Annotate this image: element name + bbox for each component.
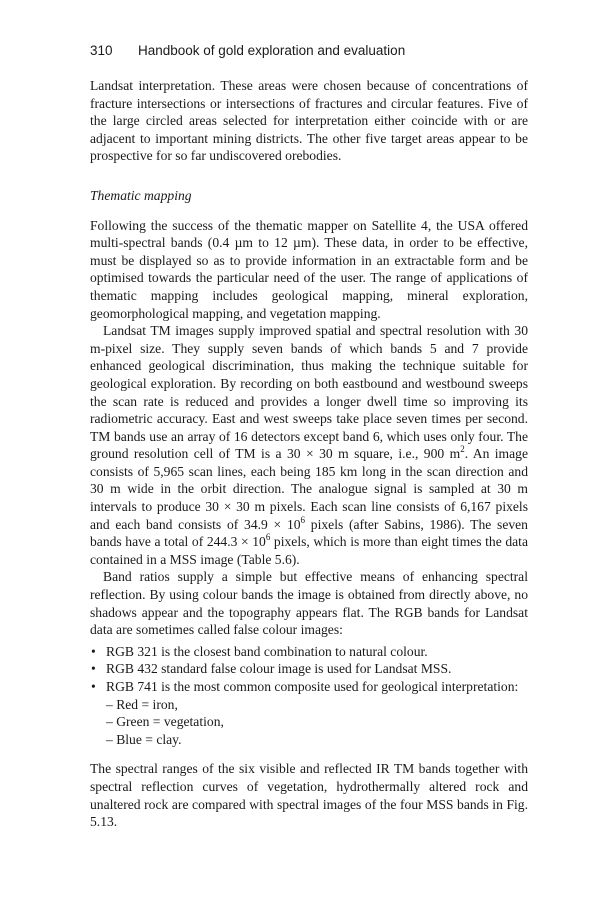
paragraph-landsat-tm-part-d: pixels, which is more than eight times the data contained in a MSS image (Table 5.6). xyxy=(90,534,528,567)
page-number: 310 xyxy=(90,43,113,58)
paragraph-landsat-tm-part-a: Landsat TM images supply improved spatial and spectral resolution with 30 m-pixel size. They supply seven bands of which bands 5 and 7 provide enhanced geological discrimination, thus making the technique suitable for geological exploration. By recording on both eastbound and westbound sweeps the scan rate is reduced and provides a longer dwell time so improving its radiometric accuracy. East and west sweeps take place seven times per second. TM bands use an array of 16 detectors except band 6, which uses only four. The ground resolution cell of TM is a 30 × 30 m square, i.e., 900 m xyxy=(90,323,528,462)
superscript-squared: 2 xyxy=(460,444,465,455)
bullet-icon: • xyxy=(91,679,96,694)
list-item: • RGB 741 is the most common composite used for geological interpretation: – Red = iron, – Green = vegetation, – Blue = clay. xyxy=(90,678,528,748)
final-paragraph: The spectral ranges of the six visible and reflected IR TM bands together with spectral reflection curves of vegetation, hydrothermally altered rock and unaltered rock are compared with spectral images of the four MSS bands in Fig. 5.13. xyxy=(90,761,528,830)
book-title: Handbook of gold exploration and evaluation xyxy=(138,43,406,58)
sub-list-item: – Red = iron, xyxy=(106,696,178,712)
running-header xyxy=(90,43,530,58)
bullet-icon: • xyxy=(91,661,96,677)
paragraph-landsat-tm-part-c: pixels (after Sabins, 1986). The seven bands have a total of 244.3 × 10 xyxy=(90,516,528,550)
paragraph-thematic-mapper: Following the success of the thematic mapper on Satellite 4, the USA offered multi-spectral bands (0.4 µm to 12 µm). These data, in order to be effective, must be displayed so as to provide information in an extractable form and be optimised towards the particular need of the user. The range of applications of thematic mapping includes geological mapping, mineral exploration, geomorphological mapping, and vegetation mapping. xyxy=(90,217,528,321)
bullet-icon: • xyxy=(91,643,96,659)
superscript-exponent-2: 6 xyxy=(265,532,271,543)
rgb-bullet-list xyxy=(90,643,528,749)
list-item: • RGB 321 is the closest band combination to natural colour. xyxy=(91,643,428,659)
paragraph-landsat-tm xyxy=(90,322,528,568)
superscript-exponent-1: 6 xyxy=(300,514,306,525)
paragraph-band-ratios: Band ratios supply a simple but effective means of enhancing spectral reflection. By using colour bands the image is obtained from directly above, no shadows appear and the topography appears flat. The RGB bands for Landsat data are sometimes called false colour images: xyxy=(90,569,528,638)
list-item: • RGB 432 standard false colour image is used for Landsat MSS. xyxy=(91,661,452,677)
intro-paragraph: Landsat interpretation. These areas were chosen because of concentrations of fracture intersections or intersections of fractures and circular features. Five of the large circled areas selected for interpretation either coincide with or are adjacent to important mining districts. The other five target areas appear to be prospective for so far undiscovered orebodies. xyxy=(90,78,528,164)
section-heading: Thematic mapping xyxy=(90,187,192,203)
color-sub-list xyxy=(106,696,528,749)
paragraph-landsat-tm-part-b: . An image consists of 5,965 scan lines, each being 185 km long in the scan direction and 30 m wide in the orbit direction. The analogue signal is sampled at 30 m intervals to produce 30 × 30 m pixels. Each scan line consists of 6,167 pixels and each band consists of 34.9 × 10 xyxy=(90,446,528,532)
sub-list-item: – Blue = clay. xyxy=(106,731,182,747)
body-text xyxy=(90,77,528,831)
sub-list-item: – Green = vegetation, xyxy=(106,714,224,730)
